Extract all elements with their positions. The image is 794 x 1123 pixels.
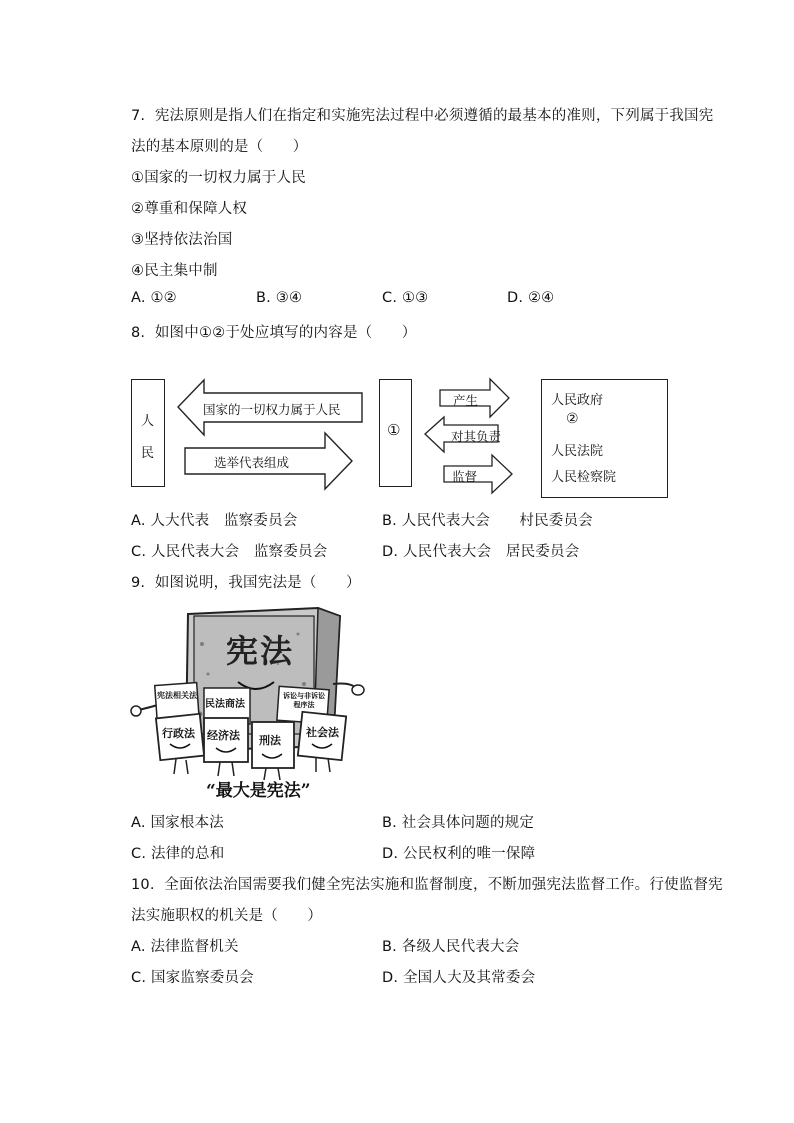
people-char: 民 [141, 446, 155, 461]
q8-option-d[interactable]: D. 人民代表大会 居民委员会 [382, 544, 580, 560]
q7-stem-line2: 法的基本原则的是（ ） [131, 139, 308, 155]
q8-option-c[interactable]: C. 人民代表大会 监察委员会 [131, 544, 328, 560]
q10-stem-line2: 法实施职权的机关是（ ） [131, 908, 323, 924]
small-book-label: 诉讼与非诉讼程序法 [283, 692, 325, 709]
arrow-bottom-label: 选举代表组成 [214, 455, 290, 470]
q7-stem-line1: 7. 宪法原则是指人们在指定和实施宪法过程中必须遵循的最基本的准则，下列属于我国宪 [131, 108, 714, 124]
q8-stem: 8. 如图中①②于处应填写的内容是（ ） [131, 325, 417, 341]
q7-item: ③坚持依法治国 [131, 232, 233, 248]
q9-option-c[interactable]: C. 法律的总和 [131, 846, 225, 862]
big-book-title: 宪法 [226, 632, 295, 670]
small-book-label: 刑法 [259, 734, 281, 747]
center-placeholder: ① [387, 421, 401, 439]
cartoon-caption: “最大是宪法” [206, 781, 311, 801]
q9-option-a[interactable]: A. 国家根本法 [131, 815, 224, 831]
q8-option-a[interactable]: A. 人大代表 监察委员会 [131, 513, 298, 529]
arrow-supervise-label: 监督 [452, 469, 478, 484]
small-book-label: 行政法 [162, 727, 195, 740]
small-book-label: 宪法相关法 [157, 691, 197, 700]
q7-item: ④民主集中制 [131, 263, 218, 279]
arrow-produce-label: 产生 [453, 393, 479, 408]
organ-court: 人民法院 [551, 444, 604, 459]
arrow-top-label: 国家的一切权力属于人民 [203, 402, 341, 417]
q9-stem: 9. 如图说明，我国宪法是（ ） [131, 575, 361, 591]
organ-gov: 人民政府 [551, 393, 604, 408]
small-book-label: 社会法 [306, 726, 339, 739]
q7-option-c[interactable]: C. ①③ [382, 290, 429, 306]
small-book-label: 经济法 [207, 729, 240, 742]
q7-option-d[interactable]: D. ②④ [507, 290, 555, 306]
q10-option-c[interactable]: C. 国家监察委员会 [131, 970, 254, 986]
q7-option-a[interactable]: A. ①② [131, 290, 177, 306]
q10-option-b[interactable]: B. 各级人民代表大会 [382, 939, 520, 955]
people-char: 人 [141, 414, 155, 429]
q9-option-b[interactable]: B. 社会具体问题的规定 [382, 815, 535, 831]
organ-procuratorate: 人民检察院 [551, 470, 617, 485]
small-book-label: 民法商法 [205, 699, 245, 710]
arrow-responsible-label: 对其负责 [451, 429, 502, 444]
q9-option-d[interactable]: D. 公民权利的唯一保障 [382, 846, 536, 862]
organ-placeholder: ② [566, 411, 579, 427]
q8-option-b[interactable]: B. 人民代表大会 村民委员会 [382, 513, 593, 529]
q10-stem-line1: 10. 全面依法治国需要我们健全宪法实施和监督制度，不断加强宪法监督工作。行使监督宪 [131, 877, 723, 893]
q10-option-d[interactable]: D. 全国人大及其常委会 [382, 970, 536, 986]
constitution-cartoon [128, 604, 368, 802]
q10-option-a[interactable]: A. 法律监督机关 [131, 939, 239, 955]
q7-item: ①国家的一切权力属于人民 [131, 170, 306, 186]
q7-item: ②尊重和保障人权 [131, 201, 248, 217]
q7-option-b[interactable]: B. ③④ [256, 290, 303, 306]
